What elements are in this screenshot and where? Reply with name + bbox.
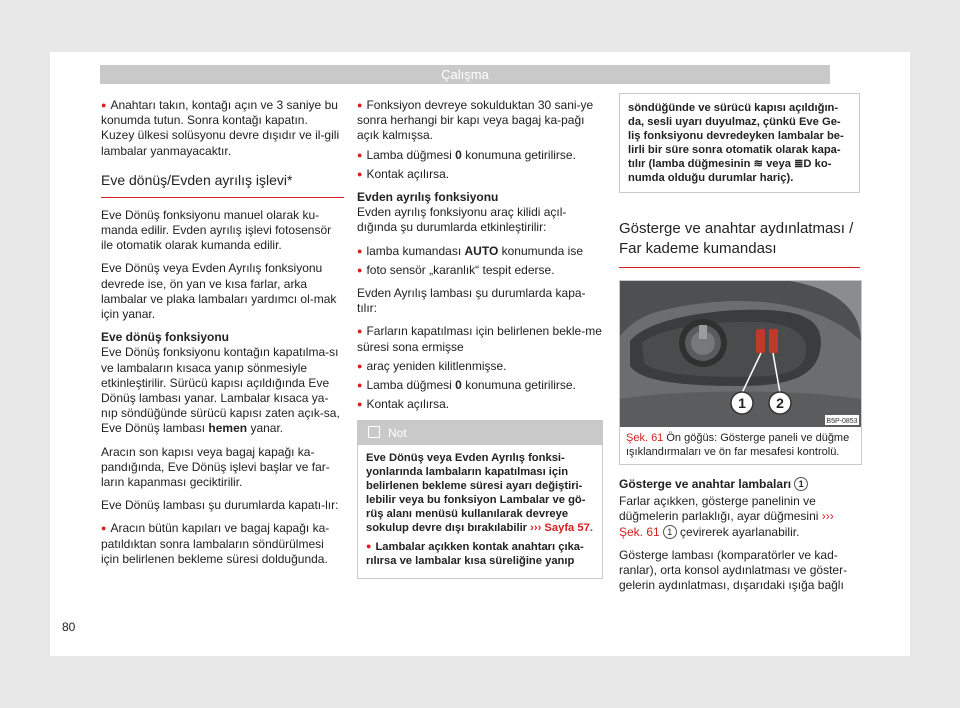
bullet-item xyxy=(357,148,603,163)
bullet-text: konumunda ise xyxy=(501,243,584,258)
subheading xyxy=(619,477,860,492)
figure-label-2: 2 xyxy=(776,395,784,411)
page-number: 80 xyxy=(62,620,76,634)
page-reference-link[interactable]: ››› Sayfa 57. xyxy=(530,522,593,535)
column-3 xyxy=(619,93,860,601)
bullet-item xyxy=(357,397,603,412)
bullet-item xyxy=(101,98,344,159)
figure-ref: Şek. 61 xyxy=(626,432,664,444)
bullet-item xyxy=(357,359,603,374)
paragraph: Evden ayrılış fonksiyonu araç kilidi açıl-dığında şu durumlarda etkinleştirilir: xyxy=(357,205,567,235)
note-icon xyxy=(368,426,380,438)
bullet-text: konumuna getirilirse. xyxy=(465,378,576,393)
headlight-icon: ≣D xyxy=(794,158,812,170)
caption-text: Ön göğüs: Gösterge paneli ve düğme ışıklandırmaları ve ön far mesafesi kontrolü. xyxy=(626,432,850,458)
paragraph: Eve Dönüş fonksiyonu manuel olarak ku-manda edilir. Evden ayrılış işlevi fotosensör ile otomatik olarak kumanda edilir. xyxy=(101,207,332,253)
bullet-item xyxy=(357,244,603,259)
section-title: Gösterge ve anahtar aydınlatması / Far kademe kumandası xyxy=(619,219,860,268)
figure-label-1: 1 xyxy=(738,395,746,411)
note-label: Not xyxy=(388,426,407,441)
note-text: ko-numda olduğu durumlar hariç). xyxy=(628,158,832,184)
emphasis-text: hemen xyxy=(208,421,248,436)
paragraph: Eve Dönüş lambası şu durumlarda kapatı-lır: xyxy=(101,498,339,513)
paragraph: Eve Dönüş veya Evden Ayrılış fonksiyonu devrede ise, ön yan ve kısa farlar, arka lambalar ve plaka lambaları yardımcı ol-mak için yanar. xyxy=(101,261,337,322)
auto-light-icon: AUTO xyxy=(464,243,499,258)
paragraph: Evden Ayrılış lambası şu durumlarda kapa-tılır: xyxy=(357,286,586,316)
paragraph: Aracın son kapısı veya bagaj kapağı ka-pandığında, Eve Dönüş işlevi başlar ve far-ların kapanması geciktirilir. xyxy=(101,444,330,490)
bullet-text: Fonksiyon devreye sokulduktan 30 sani-ye sonra herhangi bir kapı veya bagaj ka-pağı açık kalmışsa. xyxy=(357,98,594,143)
note-text: Lambalar açıkken kontak anahtarı çıka-rılırsa ve lambalar kısa süreliğine yanıp xyxy=(366,541,584,568)
lamp-icon: ≋ xyxy=(753,158,763,170)
bullet-text: Anahtarı takın, kontağı açın ve 3 saniye bu konumda tutun. Sonra kontağı kapatın. Kuzey ülkesi solüsyonu devre dışıdır ve il-gili lambalar yanmayacaktır. xyxy=(101,98,340,158)
bullet-text: Aracın bütün kapıları ve bagaj kapağı ka-patıldıktan sonra lambaların söndürülmesi için belirlenen bekleme süresi dolduğunda. xyxy=(101,521,330,566)
subheading: Eve dönüş fonksiyonu xyxy=(101,330,230,345)
bullet-text: Kontak açılırsa. xyxy=(366,397,450,412)
bullet-text: Lamba düğmesi xyxy=(366,378,452,393)
note-text: veya xyxy=(766,158,791,170)
bullet-text: Farların kapatılması için belirlenen bekle-me süresi sona ermişse xyxy=(357,324,602,354)
paragraph xyxy=(619,494,860,540)
bullet-item xyxy=(357,324,603,354)
note-box xyxy=(357,420,603,579)
figure-reference-link[interactable]: ››› Şek. 61 xyxy=(619,509,834,539)
text: Farlar açıkken, gösterge panelinin ve düğmelerin parlaklığı, ayar düğmesini xyxy=(619,494,819,524)
bullet-text: lamba kumandası xyxy=(366,243,462,258)
bullet-item xyxy=(357,167,603,182)
light-switch-off-icon: 0 xyxy=(455,378,462,393)
paragraph: Gösterge lambası (komparatörler ve kad-ranlar), orta konsol aydınlatması ve göster-gelerin aydınlatması, dışarıdaki ışığa bağlı xyxy=(619,547,848,593)
note-text: söndüğünde ve sürücü kapısı açıldığın-da, sesli uyarı duyulmaz, çünkü Eve Ge-liş fonksiyonu devredeyken lambalar be-lirli bir süre sonra otomatik olarak kapa-tılır (lamba düğmesinin xyxy=(628,102,844,170)
section-title: Eve dönüş/Evden ayrılış işlevi* xyxy=(101,171,344,198)
figure-caption xyxy=(620,427,861,464)
subheading: Evden ayrılış fonksiyonu xyxy=(357,190,499,205)
note-header xyxy=(358,421,602,445)
bullet-text: konumuna getirilirse. xyxy=(465,147,576,162)
page-header: Çalışma xyxy=(100,65,830,84)
figure-code: B5P-0853 xyxy=(826,418,858,425)
note-continuation-box xyxy=(619,93,860,193)
bullet-item xyxy=(101,521,344,567)
text: Eve Dönüş fonksiyonu kontağın kapatılma-sı ve lambaların kısaca yanıp sönmesiyle etkinleştirilir. Sürücü kapısı açıldığında Eve Dönüş lambası yanar. Lambalar kısaca ya-nıp söndüğünde sürücü kapısı zaten açık-sa, Eve Dönüş lambası xyxy=(101,345,340,436)
column-1 xyxy=(101,98,344,575)
bullet-text: Kontak açılırsa. xyxy=(366,166,450,181)
bullet-text: Lamba düğmesi xyxy=(366,147,452,162)
text: yanar. xyxy=(250,421,284,436)
paragraph xyxy=(101,345,344,436)
note-bullet xyxy=(366,539,594,568)
column-2 xyxy=(357,98,603,579)
note-body xyxy=(358,445,602,578)
number-badge: 1 xyxy=(794,477,808,491)
light-switch-off-icon: 0 xyxy=(455,147,462,162)
bullet-item xyxy=(357,378,603,393)
bullet-text: foto sensör „karanlık“ tespit ederse. xyxy=(366,262,555,277)
figure xyxy=(619,280,862,465)
subheading-text: Gösterge ve anahtar lambaları xyxy=(619,477,792,491)
number-badge: 1 xyxy=(663,525,677,539)
note-text: Eve Dönüş veya Evden Ayrılış fonksi-yonlarında lambaların kapatılması için belirlenen bekleme süresi ayarı değiştiri-lebilir veya bu fonksiyon Lambalar ve gö-rüş alanı menüsü kullanılarak devreye sokulup devre dışı bırakılabilir xyxy=(366,452,586,535)
note-paragraph xyxy=(366,451,594,535)
text: çevirerek ayarlanabilir. xyxy=(680,524,800,539)
dashboard-illustration xyxy=(620,281,861,427)
bullet-text: araç yeniden kilitlenmişse. xyxy=(366,358,507,373)
bullet-item xyxy=(357,263,603,278)
bullet-item xyxy=(357,98,603,144)
